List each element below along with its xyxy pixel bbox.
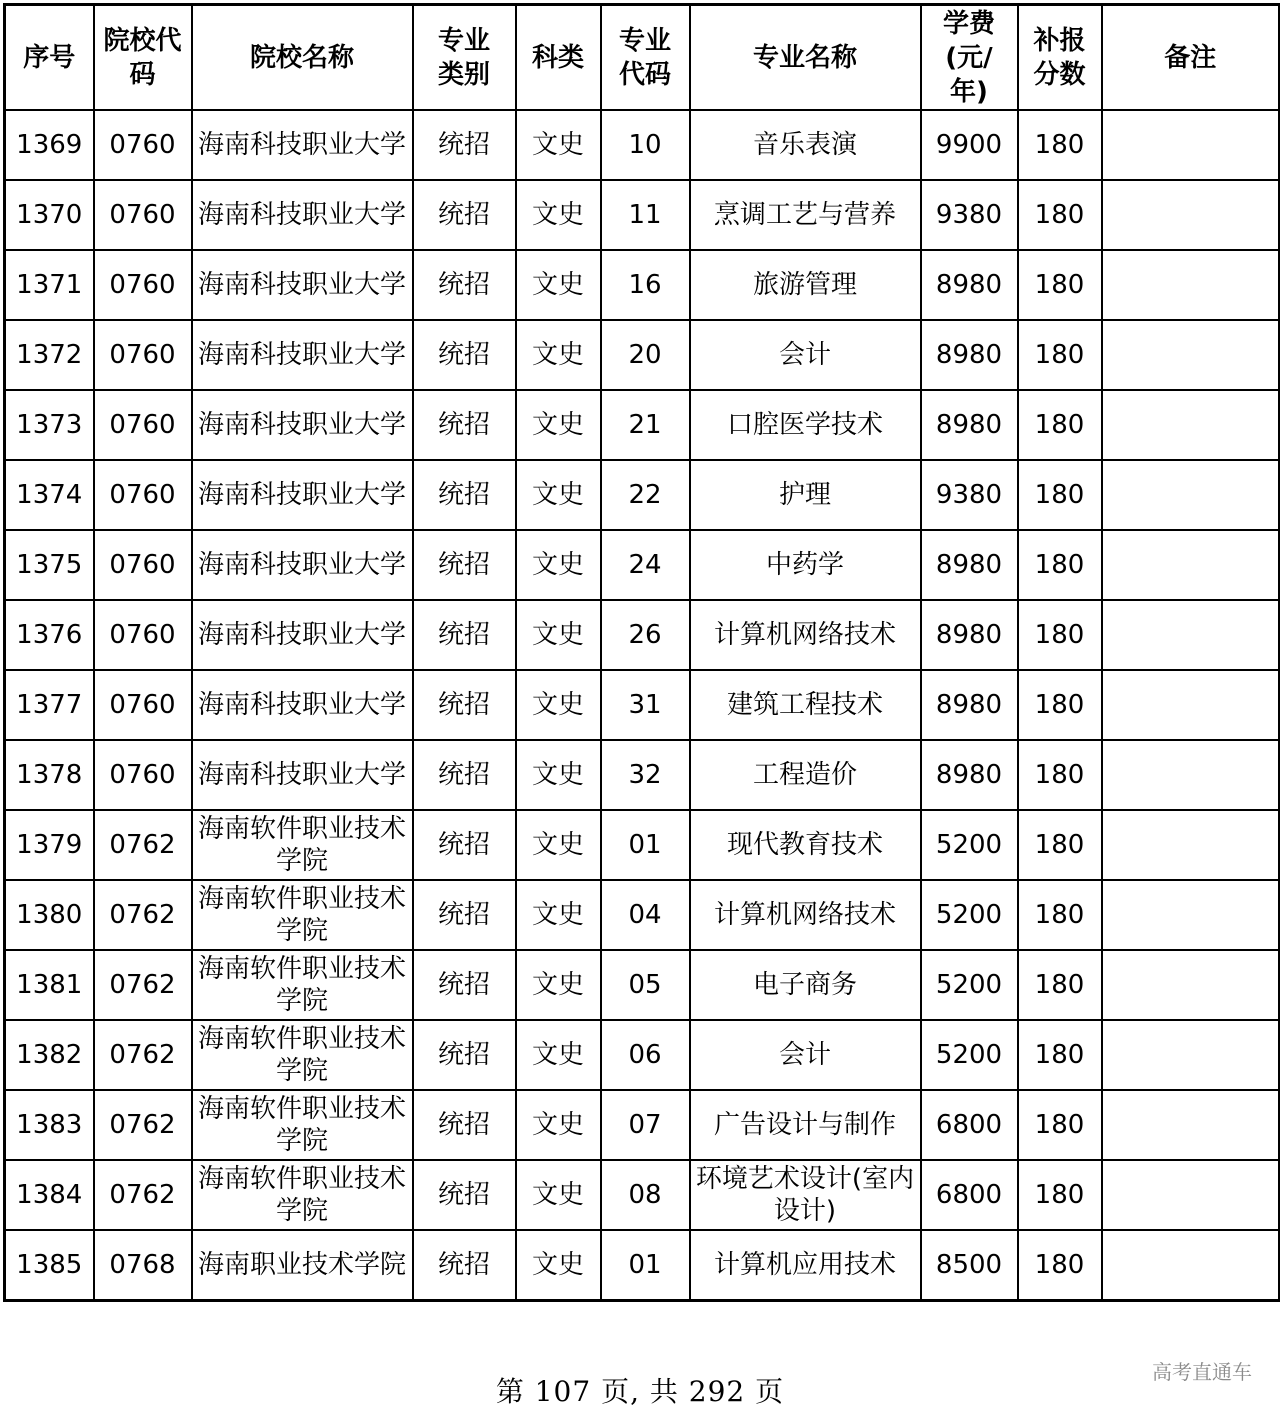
cell-score: 180 [1018, 1090, 1102, 1160]
cell-school-code: 0760 [94, 740, 192, 810]
cell-subject: 文史 [516, 880, 601, 950]
cell-subject: 文史 [516, 530, 601, 600]
cell-score: 180 [1018, 250, 1102, 320]
cell-major-code: 31 [601, 670, 690, 740]
cell-major-code: 04 [601, 880, 690, 950]
cell-tuition: 6800 [921, 1090, 1018, 1160]
cell-major-code: 01 [601, 1230, 690, 1301]
cell-school-code: 0760 [94, 180, 192, 250]
cell-subject: 文史 [516, 110, 601, 180]
cell-tuition: 8980 [921, 600, 1018, 670]
cell-subject: 文史 [516, 250, 601, 320]
header-score: 补报分数 [1018, 5, 1102, 111]
cell-major-category: 统招 [413, 180, 516, 250]
table-body [5, 110, 1280, 1301]
header-major-category: 专业类别 [413, 5, 516, 111]
cell-remarks [1102, 110, 1280, 180]
cell-subject: 文史 [516, 670, 601, 740]
cell-major-category: 统招 [413, 1160, 516, 1230]
cell-school-code: 0760 [94, 530, 192, 600]
cell-tuition: 5200 [921, 810, 1018, 880]
cell-major-category: 统招 [413, 880, 516, 950]
cell-serial: 1377 [5, 670, 94, 740]
cell-major-name: 工程造价 [690, 740, 921, 810]
table-row [5, 460, 1280, 530]
cell-major-code: 32 [601, 740, 690, 810]
cell-major-category: 统招 [413, 390, 516, 460]
cell-major-category: 统招 [413, 1020, 516, 1090]
table-row [5, 1160, 1280, 1230]
page-number: 第 107 页, 共 292 页 [495, 1375, 785, 1408]
table-row [5, 600, 1280, 670]
cell-tuition: 8980 [921, 670, 1018, 740]
cell-remarks [1102, 1020, 1280, 1090]
cell-major-code: 20 [601, 320, 690, 390]
cell-major-category: 统招 [413, 950, 516, 1020]
cell-tuition: 9380 [921, 180, 1018, 250]
cell-tuition: 8500 [921, 1230, 1018, 1301]
cell-major-code: 08 [601, 1160, 690, 1230]
cell-tuition: 5200 [921, 950, 1018, 1020]
cell-subject: 文史 [516, 1020, 601, 1090]
cell-tuition: 9380 [921, 460, 1018, 530]
table-row [5, 950, 1280, 1020]
cell-school-name: 海南科技职业大学 [192, 530, 413, 600]
cell-major-category: 统招 [413, 460, 516, 530]
cell-major-code: 16 [601, 250, 690, 320]
cell-major-code: 06 [601, 1020, 690, 1090]
admissions-table [3, 3, 1280, 1302]
cell-subject: 文史 [516, 460, 601, 530]
cell-serial: 1374 [5, 460, 94, 530]
header-school-name: 院校名称 [192, 5, 413, 111]
cell-major-name: 现代教育技术 [690, 810, 921, 880]
cell-remarks [1102, 950, 1280, 1020]
cell-tuition: 5200 [921, 880, 1018, 950]
watermark: 高考直通车 [1152, 1360, 1252, 1384]
table-row [5, 670, 1280, 740]
cell-school-name: 海南科技职业大学 [192, 250, 413, 320]
cell-major-name: 计算机网络技术 [690, 880, 921, 950]
cell-school-name: 海南科技职业大学 [192, 670, 413, 740]
cell-major-category: 统招 [413, 1090, 516, 1160]
cell-score: 180 [1018, 880, 1102, 950]
table-row [5, 1090, 1280, 1160]
cell-serial: 1369 [5, 110, 94, 180]
table-row [5, 810, 1280, 880]
cell-tuition: 8980 [921, 390, 1018, 460]
header-subject: 科类 [516, 5, 601, 111]
cell-major-category: 统招 [413, 740, 516, 810]
cell-school-code: 0762 [94, 810, 192, 880]
header-school-code: 院校代码 [94, 5, 192, 111]
cell-serial: 1373 [5, 390, 94, 460]
cell-school-name: 海南软件职业技术学院 [192, 810, 413, 880]
cell-major-name: 护理 [690, 460, 921, 530]
cell-serial: 1370 [5, 180, 94, 250]
cell-subject: 文史 [516, 180, 601, 250]
table-header [5, 5, 1280, 111]
cell-subject: 文史 [516, 390, 601, 460]
cell-serial: 1380 [5, 880, 94, 950]
cell-school-code: 0760 [94, 670, 192, 740]
cell-major-category: 统招 [413, 250, 516, 320]
cell-major-category: 统招 [413, 320, 516, 390]
cell-tuition: 8980 [921, 320, 1018, 390]
cell-serial: 1371 [5, 250, 94, 320]
cell-school-code: 0760 [94, 250, 192, 320]
cell-school-name: 海南科技职业大学 [192, 390, 413, 460]
cell-major-code: 21 [601, 390, 690, 460]
cell-subject: 文史 [516, 600, 601, 670]
cell-subject: 文史 [516, 320, 601, 390]
cell-remarks [1102, 740, 1280, 810]
cell-major-code: 05 [601, 950, 690, 1020]
cell-major-name: 口腔医学技术 [690, 390, 921, 460]
cell-serial: 1384 [5, 1160, 94, 1230]
cell-major-category: 统招 [413, 810, 516, 880]
cell-major-name: 会计 [690, 1020, 921, 1090]
cell-school-code: 0760 [94, 320, 192, 390]
cell-school-code: 0760 [94, 110, 192, 180]
cell-major-code: 24 [601, 530, 690, 600]
cell-school-name: 海南科技职业大学 [192, 740, 413, 810]
cell-major-name: 计算机应用技术 [690, 1230, 921, 1301]
cell-major-name: 电子商务 [690, 950, 921, 1020]
table-row [5, 320, 1280, 390]
cell-school-name: 海南科技职业大学 [192, 110, 413, 180]
table-row [5, 180, 1280, 250]
cell-score: 180 [1018, 950, 1102, 1020]
cell-school-name: 海南软件职业技术学院 [192, 1160, 413, 1230]
cell-school-name: 海南科技职业大学 [192, 460, 413, 530]
cell-major-code: 01 [601, 810, 690, 880]
cell-tuition: 6800 [921, 1160, 1018, 1230]
cell-major-name: 计算机网络技术 [690, 600, 921, 670]
table-row [5, 1020, 1280, 1090]
cell-school-code: 0762 [94, 1020, 192, 1090]
cell-remarks [1102, 1090, 1280, 1160]
cell-major-category: 统招 [413, 1230, 516, 1301]
cell-score: 180 [1018, 670, 1102, 740]
cell-score: 180 [1018, 1230, 1102, 1301]
cell-remarks [1102, 320, 1280, 390]
cell-subject: 文史 [516, 810, 601, 880]
cell-major-category: 统招 [413, 110, 516, 180]
cell-school-code: 0762 [94, 1160, 192, 1230]
cell-tuition: 8980 [921, 740, 1018, 810]
table-row [5, 740, 1280, 810]
cell-score: 180 [1018, 810, 1102, 880]
cell-remarks [1102, 810, 1280, 880]
cell-major-name: 建筑工程技术 [690, 670, 921, 740]
cell-serial: 1382 [5, 1020, 94, 1090]
cell-school-code: 0760 [94, 460, 192, 530]
cell-subject: 文史 [516, 1230, 601, 1301]
header-major-code: 专业代码 [601, 5, 690, 111]
cell-score: 180 [1018, 180, 1102, 250]
cell-major-code: 11 [601, 180, 690, 250]
cell-subject: 文史 [516, 1160, 601, 1230]
cell-school-code: 0760 [94, 600, 192, 670]
cell-remarks [1102, 390, 1280, 460]
cell-score: 180 [1018, 1020, 1102, 1090]
table-row [5, 390, 1280, 460]
cell-remarks [1102, 460, 1280, 530]
cell-tuition: 5200 [921, 1020, 1018, 1090]
cell-school-name: 海南软件职业技术学院 [192, 1090, 413, 1160]
cell-serial: 1375 [5, 530, 94, 600]
cell-school-name: 海南软件职业技术学院 [192, 950, 413, 1020]
cell-school-name: 海南职业技术学院 [192, 1230, 413, 1301]
cell-score: 180 [1018, 600, 1102, 670]
cell-remarks [1102, 250, 1280, 320]
cell-school-name: 海南软件职业技术学院 [192, 880, 413, 950]
header-tuition: 学费(元/年) [921, 5, 1018, 111]
cell-major-name: 会计 [690, 320, 921, 390]
cell-major-name: 中药学 [690, 530, 921, 600]
cell-tuition: 8980 [921, 250, 1018, 320]
header-serial: 序号 [5, 5, 94, 111]
cell-major-name: 烹调工艺与营养 [690, 180, 921, 250]
cell-major-name: 广告设计与制作 [690, 1090, 921, 1160]
cell-major-code: 26 [601, 600, 690, 670]
cell-score: 180 [1018, 110, 1102, 180]
cell-school-name: 海南软件职业技术学院 [192, 1020, 413, 1090]
cell-remarks [1102, 880, 1280, 950]
cell-remarks [1102, 1160, 1280, 1230]
table-row [5, 1230, 1280, 1301]
cell-serial: 1378 [5, 740, 94, 810]
cell-major-code: 10 [601, 110, 690, 180]
table-row [5, 250, 1280, 320]
cell-subject: 文史 [516, 950, 601, 1020]
cell-school-name: 海南科技职业大学 [192, 320, 413, 390]
cell-school-name: 海南科技职业大学 [192, 600, 413, 670]
cell-subject: 文史 [516, 1090, 601, 1160]
cell-score: 180 [1018, 1160, 1102, 1230]
cell-school-code: 0762 [94, 880, 192, 950]
cell-serial: 1381 [5, 950, 94, 1020]
header-remarks: 备注 [1102, 5, 1280, 111]
cell-score: 180 [1018, 530, 1102, 600]
cell-remarks [1102, 600, 1280, 670]
cell-serial: 1379 [5, 810, 94, 880]
cell-school-code: 0762 [94, 950, 192, 1020]
header-row [5, 5, 1280, 111]
cell-score: 180 [1018, 320, 1102, 390]
cell-subject: 文史 [516, 740, 601, 810]
cell-major-category: 统招 [413, 670, 516, 740]
cell-remarks [1102, 670, 1280, 740]
cell-major-name: 音乐表演 [690, 110, 921, 180]
cell-tuition: 9900 [921, 110, 1018, 180]
cell-school-code: 0768 [94, 1230, 192, 1301]
cell-score: 180 [1018, 740, 1102, 810]
cell-serial: 1383 [5, 1090, 94, 1160]
cell-major-code: 22 [601, 460, 690, 530]
cell-remarks [1102, 180, 1280, 250]
cell-major-category: 统招 [413, 530, 516, 600]
cell-school-code: 0762 [94, 1090, 192, 1160]
table-row [5, 110, 1280, 180]
cell-serial: 1385 [5, 1230, 94, 1301]
table-row [5, 530, 1280, 600]
cell-score: 180 [1018, 460, 1102, 530]
cell-remarks [1102, 1230, 1280, 1301]
cell-remarks [1102, 530, 1280, 600]
cell-school-name: 海南科技职业大学 [192, 180, 413, 250]
table-row [5, 880, 1280, 950]
cell-score: 180 [1018, 390, 1102, 460]
cell-tuition: 8980 [921, 530, 1018, 600]
cell-school-code: 0760 [94, 390, 192, 460]
header-major-name: 专业名称 [690, 5, 921, 111]
cell-major-category: 统招 [413, 600, 516, 670]
cell-major-name: 旅游管理 [690, 250, 921, 320]
cell-serial: 1376 [5, 600, 94, 670]
cell-serial: 1372 [5, 320, 94, 390]
cell-major-code: 07 [601, 1090, 690, 1160]
cell-major-name: 环境艺术设计(室内设计) [690, 1160, 921, 1230]
